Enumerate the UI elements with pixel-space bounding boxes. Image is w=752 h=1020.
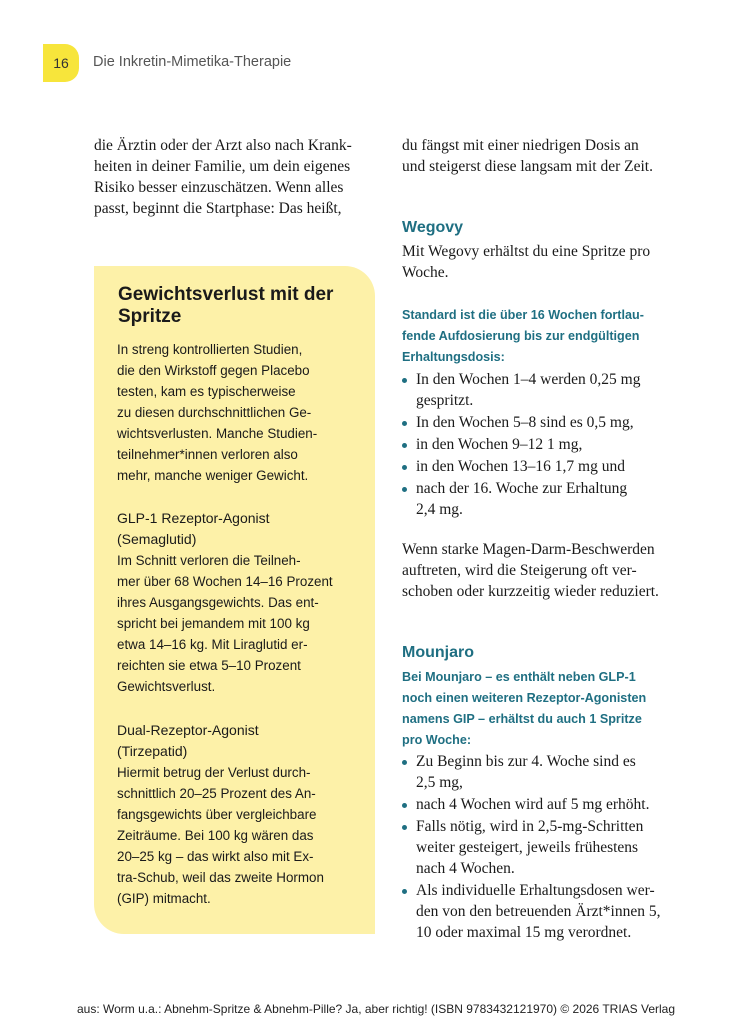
text-line: Falls nötig, wird in 2,5-mg-Schritten: [416, 818, 644, 835]
right-intro-paragraph: [402, 135, 653, 177]
text-line: weiter gesteigert, jeweils frühestens: [416, 839, 639, 856]
info-box-title: [118, 284, 333, 328]
text-line: auftreten, wird die Steigerung oft ver-: [402, 562, 637, 579]
text-line: In streng kontrollierten Studien,: [117, 342, 303, 357]
text-line: pro Woche:: [402, 733, 472, 747]
mounjaro-heading: Mounjaro: [402, 644, 474, 661]
list-item: [400, 478, 640, 520]
text-line: etwa 14–16 kg. Mit Liraglutid er-: [117, 637, 308, 652]
text-line: mer über 68 Wochen 14–16 Prozent: [117, 574, 333, 589]
text-line: fende Aufdosierung bis zur endgültigen: [402, 329, 640, 343]
text-line: Im Schnitt verloren die Teilneh-: [117, 553, 301, 568]
text-line: 10 oder maximal 15 mg verordnet.: [416, 924, 632, 941]
text-line: In den Wochen 1–4 werden 0,25 mg: [416, 371, 641, 388]
text-line: Zu Beginn bis zur 4. Woche sind es: [416, 753, 636, 770]
text-line: ihres Ausgangsgewichts. Das ent-: [117, 595, 319, 610]
text-line: du fängst mit einer niedrigen Dosis an: [402, 137, 639, 154]
text-line: schnittlich 20–25 Prozent des An-: [117, 786, 316, 801]
list-item: [400, 456, 640, 477]
text-line: heiten in deiner Familie, um dein eigenes: [94, 158, 351, 175]
text-line: nach der 16. Woche zur Erhaltung: [416, 480, 628, 497]
text-line: die Ärztin oder der Arzt also nach Krank-: [94, 137, 352, 154]
source-footer: aus: Worm u.a.: Abnehm-Spritze & Abnehm-Pille? Ja, aber richtig! (ISBN 9783432121970) © 2026 TRIAS Verlag: [76, 1002, 676, 1016]
text-line: In den Wochen 5–8 sind es 0,5 mg,: [416, 414, 634, 431]
wegovy-side-effects-text: [402, 539, 659, 602]
text-line: Gewichtsverlust.: [117, 679, 216, 694]
text-line: zu diesen durchschnittlichen Ge-: [117, 405, 312, 420]
text-line: nach 4 Wochen.: [416, 860, 515, 877]
info-box-intro: [117, 339, 317, 486]
text-line: Risiko besser einzuschätzen. Wenn alles: [94, 179, 344, 196]
text-line: mehr, manche weniger Gewicht.: [117, 468, 309, 483]
running-head: Die Inkretin-Mimetika-Therapie: [93, 54, 292, 70]
text-line: Standard ist die über 16 Wochen fortlau-: [402, 308, 644, 322]
wegovy-text: [402, 241, 650, 283]
list-item: [400, 794, 660, 815]
info-box-section1-text: [117, 550, 333, 697]
text-line: (GIP) mitmacht.: [117, 891, 211, 906]
text-line: passt, beginnt die Startphase: Das heißt,: [94, 200, 342, 217]
text-line: Wenn starke Magen-Darm-Beschwerden: [402, 541, 655, 558]
text-line: Woche.: [402, 264, 449, 281]
list-item: [400, 434, 640, 455]
text-line: noch einen weiteren Rezeptor-Agonisten: [402, 691, 647, 705]
heading-line: (Tirzepatid): [117, 743, 188, 759]
heading-line: GLP-1 Rezeptor-Agonist: [117, 510, 270, 526]
text-line: teilnehmer*innen verloren also: [117, 447, 298, 462]
mounjaro-dosing-list: [400, 751, 660, 944]
text-line: Hiermit betrug der Verlust durch-: [117, 765, 311, 780]
info-box-section2-heading: [117, 720, 259, 762]
left-intro-paragraph: [94, 135, 352, 219]
text-line: und steigerst diese langsam mit der Zeit.: [402, 158, 653, 175]
page-number: 16: [43, 44, 79, 82]
text-line: in den Wochen 13–16 1,7 mg und: [416, 458, 625, 475]
heading-line: (Semaglutid): [117, 531, 197, 547]
text-line: die den Wirkstoff gegen Placebo: [117, 363, 310, 378]
wegovy-dosing-list: [400, 369, 640, 521]
info-box-section2-text: [117, 762, 324, 909]
wegovy-dosing-intro: [402, 305, 644, 368]
list-item: [400, 880, 660, 943]
text-line: in den Wochen 9–12 1 mg,: [416, 436, 583, 453]
list-item: [400, 816, 660, 879]
list-item: [400, 412, 640, 433]
list-item: [400, 369, 640, 411]
text-line: Als individuelle Erhaltungsdosen wer-: [416, 882, 655, 899]
wegovy-heading: Wegovy: [402, 219, 464, 236]
text-line: Bei Mounjaro – es enthält neben GLP-1: [402, 670, 636, 684]
text-line: fangsgewichts über vergleichbare: [117, 807, 317, 822]
info-box-section1-heading: [117, 508, 270, 550]
title-line: Spritze: [118, 306, 182, 327]
text-line: schoben oder kurzzeitig wieder reduziert.: [402, 583, 659, 600]
mounjaro-dosing-intro: [402, 667, 646, 751]
text-line: testen, kam es typischerweise: [117, 384, 296, 399]
text-line: Mit Wegovy erhältst du eine Spritze pro: [402, 243, 651, 260]
text-line: 2,4 mg.: [416, 501, 463, 518]
title-line: Gewichtsverlust mit der: [118, 284, 334, 305]
text-line: reichten sie etwa 5–10 Prozent: [117, 658, 301, 673]
text-line: 2,5 mg,: [416, 774, 463, 791]
text-line: namens GIP – erhältst du auch 1 Spritze: [402, 712, 642, 726]
text-line: 20–25 kg – das wirkt also mit Ex-: [117, 849, 314, 864]
heading-line: Dual-Rezeptor-Agonist: [117, 722, 259, 738]
text-line: den von den betreuenden Ärzt*innen 5,: [416, 903, 661, 920]
text-line: Zeiträume. Bei 100 kg wären das: [117, 828, 314, 843]
text-line: gespritzt.: [416, 392, 474, 409]
text-line: wichtsverlusten. Manche Studien-: [117, 426, 318, 441]
text-line: nach 4 Wochen wird auf 5 mg erhöht.: [416, 796, 650, 813]
text-line: spricht bei jemandem mit 100 kg: [117, 616, 310, 631]
list-item: [400, 751, 660, 793]
text-line: Erhaltungsdosis:: [402, 350, 505, 364]
text-line: tra-Schub, weil das zweite Hormon: [117, 870, 324, 885]
